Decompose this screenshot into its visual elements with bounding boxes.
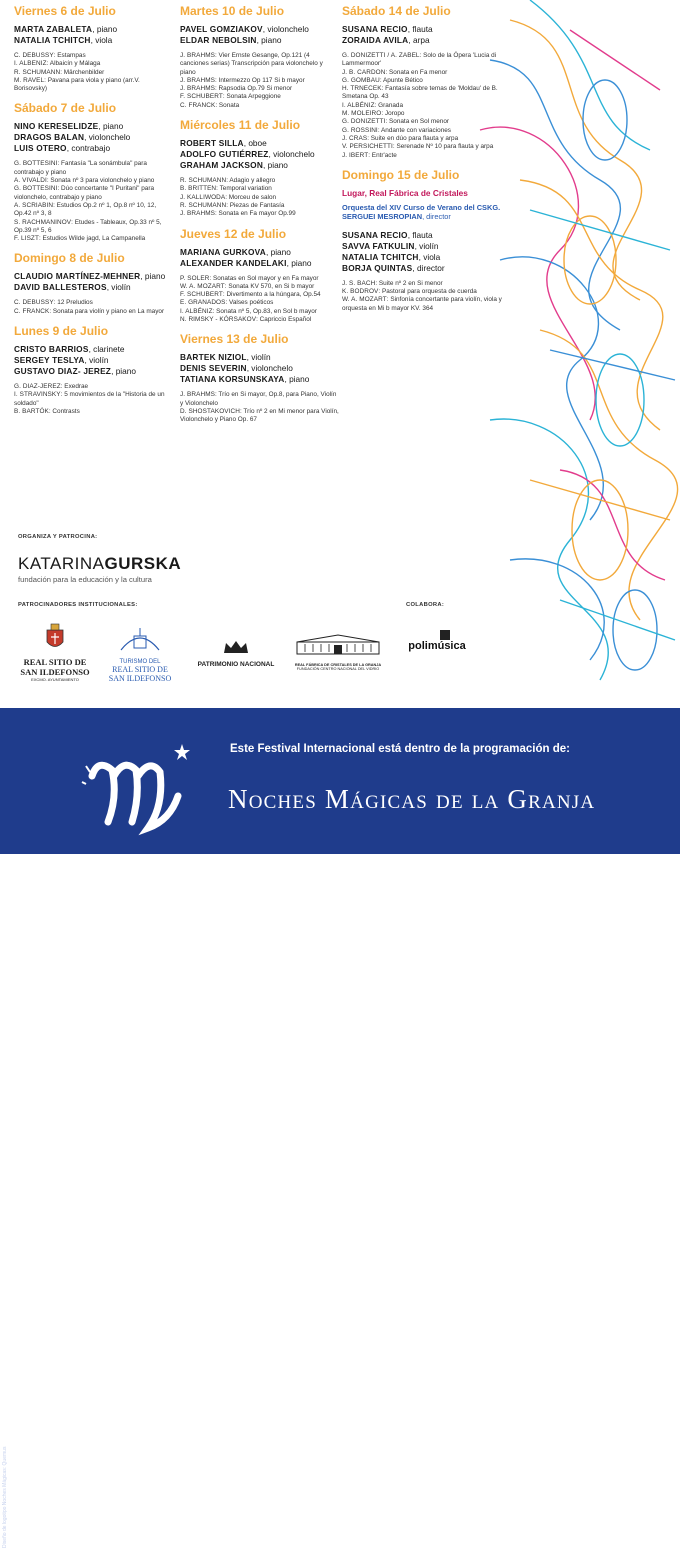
performer (180, 258, 340, 269)
work-composer: J. BRAHMS (180, 52, 215, 59)
performer (180, 149, 340, 160)
festival-title: Noches Mágicas de la Granja (228, 784, 596, 814)
performer-instrument: , viola (418, 251, 441, 262)
performer-name: DRAGOS BALAN (14, 132, 85, 143)
work-composer: F. SCHUBERT (180, 93, 223, 101)
performer (14, 282, 174, 293)
performer-instrument: , piano (263, 160, 288, 171)
performer (180, 374, 340, 385)
concert-day (14, 4, 174, 93)
work-title: : Trío nº 2 en Mi menor para Violín, Violonchelo y Piano Op. 67 (180, 407, 339, 424)
works-list (14, 383, 174, 416)
performer (180, 247, 340, 258)
work-title: : Sonata nº 5, Op.83, en Sol b mayor (212, 307, 317, 315)
work-title: : Fantasía sobre temas de 'Moldau' de B. Smetana Op. 43 (342, 85, 498, 101)
work-item (342, 102, 502, 110)
performer-name: LUIS OTERO (14, 143, 67, 154)
organiza-label: ORGANIZA Y PATROCINA: (18, 534, 98, 540)
performer (180, 352, 340, 363)
work-item (180, 391, 340, 408)
work-title: : Fantasía "La sonámbula" para contrabajo y piano (14, 160, 147, 176)
work-item (342, 288, 502, 296)
performer (14, 132, 174, 143)
performer-instrument: , piano (98, 121, 124, 132)
performer-name: SAVVA FATKULIN (342, 240, 415, 251)
performer-instrument: , flauta (407, 229, 433, 240)
work-composer: J. BRAHMS (180, 391, 215, 399)
work-title: : 5 movimientos de la "Historia de un soldado" (14, 391, 165, 407)
work-item (14, 60, 174, 68)
work-composer: G. DONIZETTI (342, 118, 386, 126)
performer (14, 121, 174, 132)
performer-name: NINO KERESELIDZE (14, 121, 99, 132)
work-item (180, 93, 340, 101)
work-item (180, 185, 340, 193)
performer-name: CLAUDIO MARTÍNEZ-MEHNER (14, 271, 141, 282)
work-item (342, 135, 502, 143)
performer (180, 24, 340, 35)
work-title: : Suite nº 2 en Si menor (375, 279, 443, 287)
coat-of-arms-icon (44, 622, 66, 652)
work-title: : Granada (374, 101, 404, 109)
noches-magicas-logo-icon (78, 736, 198, 836)
work-title: : Albaicín y Málaga (46, 60, 101, 68)
performer (180, 160, 340, 171)
concert-day (14, 251, 174, 316)
work-composer: C. DEBUSSY (14, 52, 54, 59)
work-title: : Pastoral para orquesta de cuerda (378, 288, 477, 296)
work-item (342, 118, 502, 126)
concert-day (180, 227, 340, 325)
work-item (342, 143, 502, 151)
performer-instrument: , piano (111, 366, 136, 377)
concert-day (180, 4, 340, 110)
performer (342, 35, 502, 46)
performer-instrument: , violonchelo (246, 363, 293, 374)
performer-name: MARTA ZABALETA (14, 24, 93, 34)
work-composer: P. SOLER (180, 274, 210, 282)
performer-list (14, 24, 174, 46)
works-list (14, 52, 174, 93)
work-item (14, 52, 174, 60)
work-item (180, 316, 340, 324)
crown-icon (221, 638, 251, 656)
performer-name: ROBERT SILLA (180, 138, 244, 149)
work-composer: H. TRNECEK (342, 85, 382, 93)
performer-name: DENIS SEVERIN (180, 363, 247, 374)
work-title: : Valses poéticos (225, 299, 274, 307)
performer-instrument: , flauta (407, 24, 433, 34)
factory-building-icon (293, 634, 383, 658)
day-title: Domingo 8 de Julio (14, 251, 125, 266)
performer (14, 24, 174, 35)
day-title: Viernes 6 de Julio (14, 4, 116, 18)
work-title: : 12 Preludios (53, 299, 93, 307)
work-title: : Sonata en Sol menor (385, 118, 450, 126)
works-list (14, 160, 174, 243)
performer-name: ELDAR NEBOLSIN (180, 35, 257, 45)
performer-name: GUSTAVO DIAZ- JEREZ (14, 366, 112, 377)
performer-instrument: , arpa (408, 35, 430, 45)
performer-name: DAVID BALLESTEROS (14, 282, 107, 293)
works-list (180, 177, 340, 218)
performer (180, 138, 340, 149)
work-item (14, 202, 174, 219)
design-credit: Diseño de logotipo Noches Mágicas: Quemus (2, 1446, 8, 1548)
work-composer: J. CRAS (342, 134, 368, 142)
festival-banner (0, 708, 680, 1548)
performer-instrument: , violonchelo (262, 24, 309, 34)
work-title: : Märchenbilder (60, 68, 105, 76)
work-composer: E. GRANADOS (180, 299, 226, 307)
work-composer: C. FRANCK (14, 307, 50, 315)
logo-turismo: TURISMO DEL REAL SITIO DE SAN ILDEFONSO (100, 624, 180, 683)
work-title: : Sonata en Fa mayor Op.99 (215, 210, 296, 218)
work-item (14, 308, 174, 316)
works-list (342, 280, 502, 313)
performer-instrument: , clarinete (88, 344, 125, 355)
performer (342, 230, 502, 241)
performer-instrument: , violonchelo (268, 149, 315, 160)
day-title: Sábado 7 de Julio (14, 101, 117, 116)
logo-polimusica: polimúsica (404, 640, 470, 652)
performer-instrument: , violonchelo (84, 132, 131, 143)
work-item (180, 299, 340, 307)
work-item (342, 77, 502, 85)
performer-name: SERGEY TESLYA (14, 355, 85, 366)
performer (14, 35, 174, 46)
work-title: : Trío en Si mayor, Op.8, para Piano, Violín y Violonchelo (180, 391, 337, 407)
performer-instrument: , piano (256, 35, 282, 45)
work-composer: F. SCHUBERT (180, 291, 223, 299)
work-item (180, 177, 340, 185)
work-composer: K. BODROV (342, 288, 379, 296)
performer (14, 344, 174, 355)
work-title: : Serenade Nº 10 para flauta y arpa (392, 143, 494, 151)
work-composer: S. RACHMANINOV (14, 218, 72, 226)
performer (342, 252, 502, 263)
performer-instrument: , violín (84, 355, 109, 366)
day-title: Martes 10 de Julio (180, 4, 285, 18)
work-composer: D. SHOSTAKOVICH (180, 407, 240, 415)
work-item (180, 202, 340, 210)
work-title: : Solo de la Ópera 'Lucia di Lammermoor' (342, 52, 497, 68)
performer-name: MARIANA GURKOVA (180, 246, 266, 257)
orchestra-label: Orquesta del XIV Curso de Verano del CSKG. (342, 202, 501, 212)
work-item (180, 408, 340, 425)
work-composer: C. FRANCK (180, 101, 216, 109)
work-item (14, 219, 174, 236)
work-composer: G. DONIZETTI / A. ZABEL (342, 52, 420, 59)
work-item (14, 77, 174, 94)
performer-instrument: , piano (286, 257, 312, 268)
performer-list (342, 230, 502, 274)
day-title: Miércoles 11 de Julio (180, 118, 301, 133)
work-title: : Suite en dúo para flauta y arpa (367, 134, 459, 142)
work-composer: R. SCHUMANN (180, 177, 227, 185)
work-title: : Adagio y allegro (226, 177, 276, 185)
program-column-2 (180, 0, 340, 433)
work-composer: V. PERSICHETTI (342, 143, 393, 151)
work-item (342, 85, 502, 102)
work-composer: J. BRAHMS (180, 210, 215, 218)
work-item (14, 185, 174, 202)
work-title: : Joropo (381, 110, 405, 118)
concert-day (342, 4, 502, 160)
performer (342, 263, 502, 274)
work-title: : Sonata nº 3 para violonchelo y piano (46, 177, 155, 185)
palace-dome-icon (117, 624, 163, 654)
works-list (180, 391, 340, 424)
work-title: : Dúo concertante "I Puritani" para violonchelo, contrabajo y piano (14, 185, 155, 201)
work-composer: I. ALBÉNIZ (342, 101, 375, 109)
work-composer: M. RAVEL (14, 76, 45, 84)
work-item (180, 52, 340, 77)
work-composer: J. BRAHMS (180, 76, 215, 84)
concert-day (180, 332, 340, 424)
performer-list (180, 352, 340, 385)
performer (14, 366, 174, 377)
performer-name: ALEXANDER KANDELAKI (180, 257, 287, 268)
katarina-gurska-logo (18, 554, 181, 584)
work-title: : Estampas (53, 52, 86, 59)
work-composer: C. DEBUSSY (14, 299, 54, 307)
work-title: : Andante con variaciones (377, 126, 451, 134)
performer (14, 355, 174, 366)
concert-day (14, 101, 174, 243)
work-item (14, 408, 174, 416)
work-item (180, 102, 340, 110)
performer-instrument: , piano (265, 246, 291, 257)
work-title: : Capriccio Español (256, 316, 312, 324)
day-title: Domingo 15 de Julio (342, 167, 460, 182)
work-title: : Divertimento a la húngara, Op.54 (222, 291, 321, 299)
work-title: : Pavana para viola y piano (arr.V. Borisovsky) (14, 76, 140, 93)
performer-instrument: , violín (106, 282, 131, 293)
performer (342, 24, 502, 35)
work-title: : Apunte Bético (379, 76, 423, 84)
work-composer: A. SCRIABIN (14, 201, 54, 209)
work-composer: R. SCHUMANN (14, 68, 61, 76)
venue-label: Lugar, Real Fábrica de Cristales (342, 187, 468, 198)
work-composer: M. MOLEIRO (342, 110, 382, 118)
work-item (180, 291, 340, 299)
work-composer: J. IBERT (342, 151, 369, 159)
performer-instrument: , viola (90, 35, 113, 45)
work-composer: N. RIMSKY - KÓRSAKOV (180, 316, 257, 324)
performer-instrument: , piano (92, 24, 118, 34)
performer-list (180, 24, 340, 46)
performer-instrument: , piano (140, 271, 166, 282)
logo-real-fabrica: REAL FÁBRICA DE CRISTALES DE LA GRANJA FUNDACIÓN CENTRO NACIONAL DEL VIDRIO (278, 634, 398, 671)
work-title: : Morceu de salon (225, 193, 277, 201)
work-item (180, 308, 340, 316)
work-composer: J. BRAHMS (180, 85, 215, 93)
work-item (180, 77, 340, 85)
day-title: Jueves 12 de Julio (180, 226, 287, 241)
performer-list (180, 247, 340, 269)
work-item (14, 299, 174, 307)
work-composer: I. STRAVINSKY (14, 391, 61, 399)
works-list (180, 275, 340, 325)
concert-day (14, 324, 174, 416)
work-item (342, 69, 502, 77)
work-composer: B. BRITTEN (180, 185, 217, 193)
work-composer: R. SCHUMANN (180, 201, 227, 209)
performer (342, 241, 502, 252)
performer-instrument: , director (412, 262, 445, 273)
katarina-name-b: GURSKA (104, 554, 182, 573)
work-item (342, 110, 502, 118)
work-item (342, 280, 502, 288)
performer-list (342, 24, 502, 46)
day-title: Viernes 13 de Julio (180, 332, 289, 347)
performer-name: ZORAIDA AVILA (342, 35, 409, 45)
work-item (14, 383, 174, 391)
performer-name: GRAHAM JACKSON (180, 160, 264, 171)
day-title: Lunes 9 de Julio (14, 324, 109, 339)
banner-tagline: Este Festival Internacional está dentro de la programación de: (230, 743, 570, 755)
work-composer: W. A. MOZART (342, 296, 387, 304)
concert-day (180, 118, 340, 218)
performer-instrument: , contrabajo (66, 143, 111, 154)
work-title: : Temporal variation (216, 185, 272, 193)
work-title: : Sonata para violín y piano en La mayor (49, 307, 165, 315)
work-composer: I. ALBÉNIZ (180, 307, 213, 315)
work-item (14, 160, 174, 177)
sponsors-section (16, 534, 666, 704)
music-note-icon (438, 628, 452, 642)
performer-name: BARTEK NIZIOL (180, 352, 247, 363)
performer (14, 143, 174, 154)
performer-name: SUSANA RECIO (342, 229, 408, 240)
work-composer: J. S. BACH (342, 279, 376, 287)
work-title: : Rapsodia Op.79 Si menor (215, 85, 293, 93)
katarina-name-a: KATARINA (18, 554, 105, 573)
logo-real-sitio: REAL SITIO DE SAN ILDEFONSO EXCMO. AYUNTAMIENTO (20, 622, 90, 682)
work-composer: G. BOTTESINI (14, 160, 58, 168)
performer-instrument: , piano (284, 374, 310, 385)
work-composer: J. KALLIWODA (180, 193, 226, 201)
performer-list (14, 344, 174, 377)
work-composer: G. ROSSINI (342, 126, 378, 134)
works-list (180, 52, 340, 110)
work-item (342, 52, 502, 69)
performer-name: TATIANA KORSUNSKAYA (180, 374, 285, 385)
work-title: : Estudios Wilde jagd, La Campanella (38, 235, 146, 243)
works-list (342, 52, 502, 160)
performer (14, 271, 174, 282)
work-item (180, 194, 340, 202)
work-title: : Exedrae (60, 383, 89, 391)
performer-instrument: , violín (414, 240, 439, 251)
work-composer: A. VIVALDI (14, 177, 47, 185)
work-composer: G. DIAZ-JEREZ (14, 383, 61, 391)
work-title: : Sonata en Fa menor (385, 68, 448, 76)
work-title: : Sonatas en Sol mayor y en Fa mayor (209, 274, 319, 282)
concert-day (342, 168, 502, 313)
performer-name: NATALIA TCHITCH (342, 251, 419, 262)
work-item (180, 85, 340, 93)
performer (180, 35, 340, 46)
performer-name: CRISTO BARRIOS (14, 344, 89, 355)
work-title: : Etudes - Tableaux, Op.33 nº 5, Op.39 nº 5, 6 (14, 218, 162, 234)
work-item (14, 69, 174, 77)
work-composer: W. A. MOZART (180, 282, 225, 290)
logo-patrimonio: PATRIMONIO NACIONAL (196, 638, 276, 668)
performer-instrument: , oboe (243, 138, 267, 149)
director-role: , director (422, 212, 451, 222)
work-title: : Sinfonía concertante para violín, viola y orquesta en Mi b mayor KV. 364 (342, 296, 502, 312)
director-name: SERGUEI MESROPIAN (342, 212, 423, 222)
patrocinadores-label: PATROCINADORES INSTITUCIONALES: (18, 602, 138, 608)
work-item (180, 283, 340, 291)
work-title: : Vier Ernste Gesange, Op.121 (4 canciones serias) Transcripción para violonchelo y piano (180, 52, 323, 76)
work-item (180, 275, 340, 283)
orchestra-director (342, 212, 502, 222)
performer-name: BORJA QUINTAS (342, 262, 413, 273)
work-composer: F. LISZT (14, 235, 39, 243)
work-item (14, 391, 174, 408)
work-composer: B. BARTÓK (14, 407, 49, 415)
performer-list (14, 121, 174, 154)
colabora-label: COLABORA: (406, 602, 445, 608)
work-title: : Sonata (215, 101, 240, 109)
performer-list (180, 138, 340, 171)
performer-instrument: , violín (246, 352, 271, 363)
work-title: : Piezas de Fantasía (226, 201, 285, 209)
performer-name: NATALIA TCHITCH (14, 35, 91, 45)
performer (180, 363, 340, 374)
work-item (14, 235, 174, 243)
work-title: : Intermezzo Op 117 Si b mayor (215, 76, 305, 84)
program-column-1 (14, 0, 174, 424)
katarina-tagline: fundación para la educación y la cultura (18, 575, 152, 584)
works-list (14, 299, 174, 316)
work-composer: I. ALBENIZ (14, 60, 47, 68)
work-item (14, 177, 174, 185)
work-item (180, 210, 340, 218)
work-item (342, 127, 502, 135)
work-title: : Entr'acte (368, 151, 397, 159)
performer-name: SUSANA RECIO (342, 24, 408, 34)
work-title: : Estudios Op.2 nº 1, Op.8 nº 10, 12, Op.42 nº 3, 8 (14, 201, 157, 218)
work-title: : Contrasts (48, 407, 80, 415)
performer-list (14, 271, 174, 293)
performer-name: ADOLFO GUTIÉRREZ (180, 149, 269, 160)
performer-name: PAVEL GOMZIAKOV (180, 24, 263, 34)
work-item (342, 296, 502, 313)
work-composer: J. B. CARDON (342, 68, 386, 76)
work-title: : Sonata KV 570, en Si b mayor (224, 282, 315, 290)
work-composer: G. BOTTESINI (14, 185, 58, 193)
work-item (342, 152, 502, 160)
day-title: Sábado 14 de Julio (342, 4, 451, 18)
work-composer: G. GOMBAU (342, 76, 380, 84)
program-column-3 (342, 0, 502, 321)
work-title: : Sonata Arpeggione (222, 93, 281, 101)
